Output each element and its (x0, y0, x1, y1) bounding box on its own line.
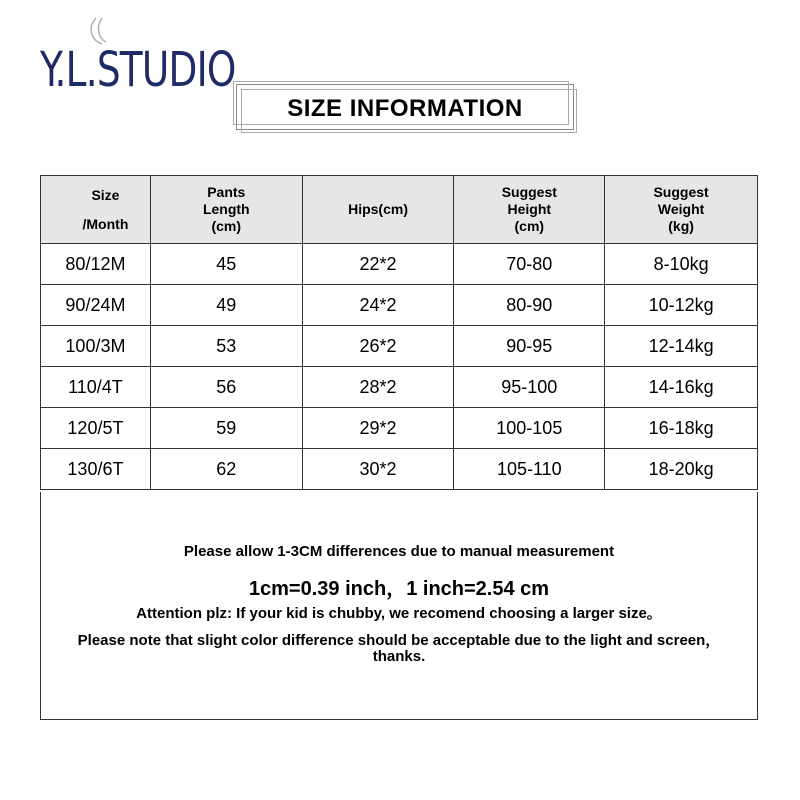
note-color: Please note that slight color difference should be acceptable due to the light and screen，thanks. (77, 632, 721, 665)
cell-weight: 14-16kg (605, 367, 758, 408)
title-banner (236, 84, 574, 130)
cell-height: 105-110 (454, 449, 605, 490)
note-measurement: Please allow 1-3CM differences due to manual measurement (183, 543, 615, 560)
header-height: Suggest Height (cm) (454, 176, 605, 244)
cell-size: 80/12M (41, 244, 151, 285)
note-chubby: Attention plz: If your kid is chubby, we recomend choosing a larger size。 (136, 605, 662, 622)
cell-height: 80-90 (454, 285, 605, 326)
cell-hips: 22*2 (302, 244, 454, 285)
cell-hips: 24*2 (302, 285, 454, 326)
cell-weight: 10-12kg (605, 285, 758, 326)
table-row (41, 285, 758, 326)
cell-pants-length: 59 (150, 408, 302, 449)
cell-pants-length: 49 (150, 285, 302, 326)
header-pants-length: Pants Length (cm) (150, 176, 302, 244)
note-conversion: 1cm=0.39 inch，1 inch=2.54 cm (248, 578, 550, 600)
table-header-row (41, 176, 758, 244)
cell-hips: 26*2 (302, 326, 454, 367)
cell-height: 90-95 (454, 326, 605, 367)
notes-box (40, 492, 758, 720)
cell-hips: 29*2 (302, 408, 454, 449)
header-size: Size /Month (41, 176, 151, 244)
cell-hips: 30*2 (302, 449, 454, 490)
cell-weight: 12-14kg (605, 326, 758, 367)
cell-height: 70-80 (454, 244, 605, 285)
cell-size: 120/5T (41, 408, 151, 449)
cell-pants-length: 53 (150, 326, 302, 367)
logo-text: Y.L.STUDIO (40, 42, 236, 98)
table-row (41, 449, 758, 490)
cell-weight: 18-20kg (605, 449, 758, 490)
cell-pants-length: 56 (150, 367, 302, 408)
cell-size: 90/24M (41, 285, 151, 326)
cell-pants-length: 45 (150, 244, 302, 285)
header-weight: Suggest Weight (kg) (605, 176, 758, 244)
table-row (41, 326, 758, 367)
cell-height: 95-100 (454, 367, 605, 408)
cell-size: 100/3M (41, 326, 151, 367)
table-row (41, 367, 758, 408)
table-row (41, 408, 758, 449)
cell-size: 130/6T (41, 449, 151, 490)
table-row (41, 244, 758, 285)
cell-pants-length: 62 (150, 449, 302, 490)
header-hips: Hips(cm) (302, 176, 454, 244)
page-title: SIZE INFORMATION (287, 95, 523, 122)
size-table (40, 175, 758, 490)
cell-hips: 28*2 (302, 367, 454, 408)
cell-weight: 8-10kg (605, 244, 758, 285)
cell-height: 100-105 (454, 408, 605, 449)
cell-size: 110/4T (41, 367, 151, 408)
cell-weight: 16-18kg (605, 408, 758, 449)
